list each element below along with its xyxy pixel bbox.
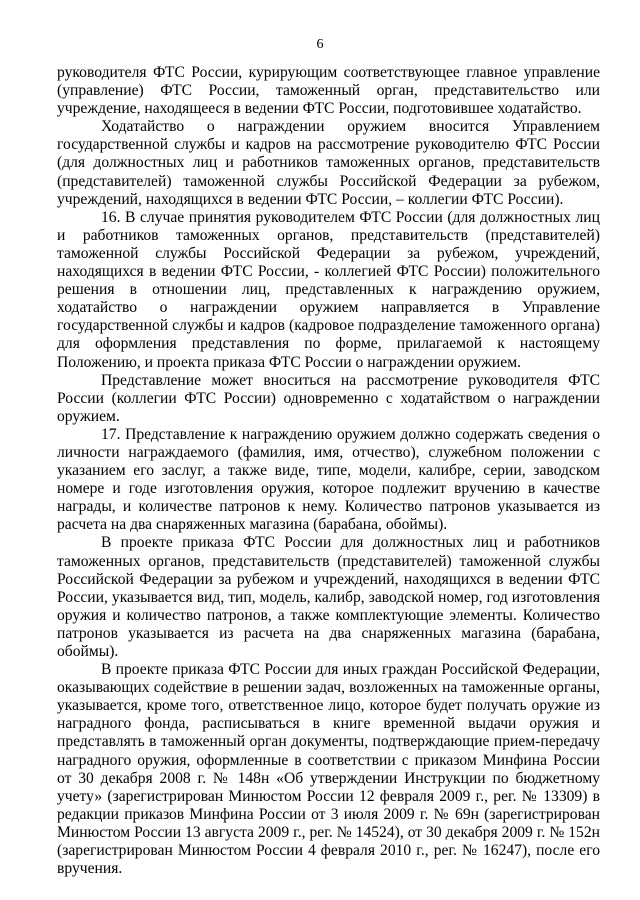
paragraph-submission: Представление может вноситься на рассмотрение руководителя ФТС России (коллегии ФТС России) одновременно с ходатайством о награждении оружием. [57, 371, 600, 425]
paragraph-order-officials: В проекте приказа ФТС России для должностных лиц и работников таможенных органов, представительств (представителей) таможенной службы Российской Федерации за рубежом и учреждений, находящихся в ведении ФТС России, указывается вид, тип, модель, калибр, заводской номер, год изготовления оружия и количество патронов, а также комплектующие элементы. Количество патронов указывается из расчета на два снаряженных магазина (барабана, обоймы). [57, 534, 600, 660]
paragraph-petition: Ходатайство о награждении оружием вносится Управлением государственной службы и кадров на рассмотрение руководителю ФТС России (для должностных лиц и работников таможенных органов, представительств (представителей) таможенной службы Российской Федерации за рубежом, учреждений, находящихся в ведении ФТС России, – коллегии ФТС России). [57, 118, 600, 208]
document-body [57, 64, 600, 878]
paragraph-clause-16: 16. В случае принятия руководителем ФТС России (для должностных лиц и работников таможенных органов, представительств (представителей) таможенной службы Российской Федерации за рубежом, учреждений, находящихся в ведении ФТС России, - коллегией ФТС России) положительного решения в отношении лиц, представленных к награждению оружием, ходатайство о награждении оружием направляется в Управление государственной службы и кадров (кадровое подразделение таможенного органа) для оформления представления по форме, прилагаемой к настоящему Положению, и проекта приказа ФТС России о награждении оружием. [57, 208, 600, 371]
page-number: 6 [316, 37, 324, 52]
paragraph-order-citizens: В проекте приказа ФТС России для иных граждан Российской Федерации, оказывающих содействие в решении задач, возложенных на таможенные органы, указывается, кроме того, ответственное лицо, которое будет получать оружие из наградного фонда, расписываться в книге временной выдачи оружия и представлять в таможенный орган документы, подтверждающие прием-передачу наградного оружия, оформленные в соответствии с приказом Минфина России от 30 декабря 2008 г. № 148н «Об утверждении Инструкции по бюджетному учету» (зарегистрирован Минюстом России 12 февраля 2009 г., рег. № 13309) в редакции приказов Минфина России от 3 июля 2009 г. № 69н (зарегистрирован Минюстом России 13 августа 2009 г., рег. № 14524), от 30 декабря 2009 г. № 152н (зарегистрирован Минюстом России 4 февраля 2010 г., рег. № 16247), после его вручения. [57, 661, 600, 878]
paragraph-clause-17: 17. Представление к награждению оружием должно содержать сведения о личности награждаемого (фамилия, имя, отчество), служебном положении с указанием его заслуг, а также виде, типе, модели, калибре, серии, заводском номере и годе изготовления оружия, которое подлежит вручению в качестве награды, и количестве патронов к нему. Количество патронов указывается из расчета на два снаряженных магазина (барабана, обоймы). [57, 425, 600, 534]
paragraph-continuation: руководителя ФТС России, курирующим соответствующее главное управление (управление) ФТС России, таможенный орган, представительство или учреждение, находящееся в ведении ФТС России, подготовившее ходатайство. [57, 64, 600, 118]
